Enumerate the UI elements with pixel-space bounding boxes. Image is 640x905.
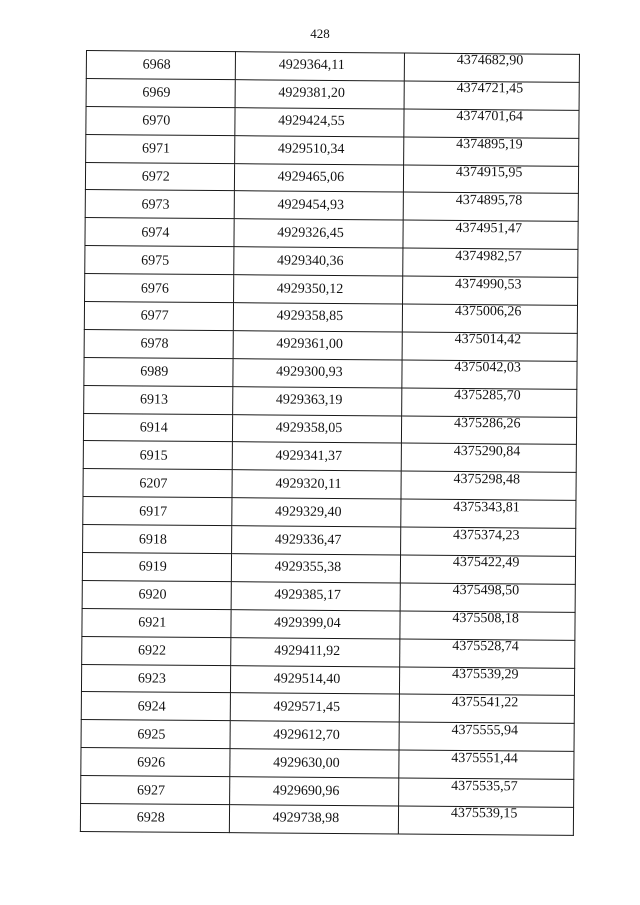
- point-id-cell: [84, 329, 233, 358]
- x-coordinate: 4929612,70: [273, 727, 340, 743]
- x-coordinate: 4929399,04: [274, 615, 341, 632]
- x-coordinate-cell: [229, 749, 399, 778]
- table-row: [86, 51, 579, 83]
- y-coordinate: 4375539,15: [450, 806, 518, 822]
- y-coordinate: 4375551,44: [451, 750, 518, 767]
- x-coordinate: 4929355,38: [274, 559, 342, 576]
- table-row: [86, 78, 579, 110]
- point-id: 6972: [141, 169, 170, 185]
- point-id-cell: [84, 357, 233, 386]
- point-id-cell: [82, 608, 231, 637]
- x-coordinate: 4929326,45: [277, 225, 344, 241]
- x-coordinate: 4929364,11: [278, 57, 345, 74]
- point-id-cell: [83, 525, 232, 554]
- point-id-cell: [85, 274, 234, 303]
- x-coordinate: 4929738,98: [272, 810, 340, 827]
- x-coordinate-cell: [234, 219, 404, 248]
- x-coordinate: 4929358,05: [275, 420, 343, 437]
- y-coordinate: 4374701,64: [456, 109, 523, 125]
- y-coordinate: 4375422,49: [452, 555, 520, 571]
- y-coordinate-cell: [400, 583, 575, 612]
- y-coordinate-cell: [399, 750, 574, 779]
- point-id-cell: [82, 553, 231, 582]
- y-coordinate-cell: [403, 248, 578, 277]
- point-id-cell: [85, 218, 234, 247]
- y-coordinate-cell: [404, 81, 579, 110]
- y-coordinate-cell: [403, 192, 578, 221]
- x-coordinate: 4929690,96: [272, 783, 340, 799]
- point-id-cell: [81, 664, 230, 693]
- y-coordinate-cell: [400, 694, 575, 723]
- table-row: [85, 246, 578, 278]
- point-id: 6989: [140, 364, 169, 380]
- y-coordinate-cell: [402, 332, 577, 361]
- point-id-cell: [84, 385, 233, 414]
- table-row: [85, 218, 578, 250]
- x-coordinate: 4929510,34: [277, 141, 345, 158]
- point-id: 6917: [139, 504, 168, 520]
- table-row: [80, 804, 573, 836]
- y-coordinate: 4374951,47: [455, 220, 523, 237]
- table-row: [83, 497, 576, 529]
- y-coordinate-cell: [400, 667, 575, 696]
- x-coordinate: 4929341,37: [275, 448, 343, 464]
- point-id: 6207: [139, 476, 168, 492]
- table-row: [86, 106, 579, 138]
- table-row: [83, 413, 576, 445]
- x-coordinate-cell: [235, 80, 405, 109]
- point-id-cell: [81, 748, 230, 777]
- y-coordinate: 4375006,26: [454, 304, 522, 320]
- x-coordinate-cell: [232, 414, 402, 443]
- y-coordinate: 4375014,42: [454, 332, 522, 348]
- point-id-cell: [84, 302, 233, 331]
- x-coordinate-cell: [231, 526, 401, 555]
- point-id-cell: [86, 106, 235, 135]
- point-id: 6924: [137, 699, 166, 715]
- x-coordinate: 4929465,06: [277, 169, 345, 186]
- point-id: 6976: [140, 281, 169, 297]
- point-id-cell: [85, 162, 234, 191]
- point-id: 6926: [137, 755, 166, 771]
- point-id-cell: [83, 497, 232, 526]
- y-coordinate-cell: [401, 443, 576, 472]
- page-number: 428: [310, 26, 330, 41]
- x-coordinate-cell: [232, 470, 402, 499]
- table-row: [84, 302, 577, 334]
- point-id-cell: [85, 190, 234, 219]
- y-coordinate: 4375285,70: [454, 388, 521, 404]
- point-id-cell: [82, 636, 231, 665]
- table-row: [82, 580, 575, 612]
- y-coordinate-cell: [401, 527, 576, 556]
- y-coordinate-cell: [400, 611, 575, 640]
- y-coordinate-cell: [402, 416, 577, 445]
- point-id: 6918: [138, 532, 168, 548]
- x-coordinate: 4929411,92: [274, 643, 341, 660]
- point-id-cell: [86, 134, 235, 163]
- y-coordinate: 4375042,03: [454, 360, 521, 376]
- table-row: [83, 441, 576, 473]
- x-coordinate-cell: [230, 665, 400, 694]
- point-id-cell: [86, 51, 235, 80]
- x-coordinate-cell: [231, 498, 401, 527]
- table-row: [85, 190, 578, 222]
- y-coordinate-cell: [399, 778, 574, 807]
- point-id: 6974: [141, 225, 170, 241]
- x-coordinate: 4929385,17: [274, 587, 341, 604]
- x-coordinate: 4929329,40: [275, 504, 342, 520]
- point-id-cell: [86, 78, 235, 107]
- x-coordinate-cell: [234, 191, 404, 220]
- coordinates-table-body: [80, 51, 579, 836]
- y-coordinate-cell: [402, 388, 577, 417]
- x-coordinate: 4929358,85: [276, 308, 344, 325]
- y-coordinate: 4374721,45: [456, 81, 524, 97]
- x-coordinate-cell: [234, 135, 404, 164]
- x-coordinate-cell: [231, 554, 401, 583]
- y-coordinate: 4375374,23: [453, 527, 520, 543]
- table-row: [81, 748, 574, 780]
- y-coordinate-cell: [405, 53, 580, 82]
- x-coordinate: 4929340,36: [276, 253, 344, 269]
- y-coordinate-cell: [403, 276, 578, 305]
- x-coordinate-cell: [234, 163, 404, 192]
- y-coordinate-cell: [400, 639, 575, 668]
- point-id-cell: [85, 246, 234, 275]
- x-coordinate: 4929320,11: [275, 476, 342, 492]
- y-coordinate-cell: [403, 220, 578, 249]
- y-coordinate: 4375535,57: [451, 778, 518, 795]
- point-id: 6978: [140, 336, 169, 353]
- table-row: [85, 274, 578, 306]
- y-coordinate-cell: [399, 722, 574, 751]
- point-id: 6919: [138, 559, 167, 576]
- table-row: [85, 162, 578, 194]
- x-coordinate: 4929630,00: [273, 755, 340, 771]
- y-coordinate-cell: [404, 137, 579, 166]
- y-coordinate: 4375555,94: [451, 722, 519, 739]
- coordinates-table: [80, 50, 580, 836]
- x-coordinate: 4929361,00: [276, 336, 343, 353]
- y-coordinate-cell: [401, 499, 576, 528]
- x-coordinate: 4929381,20: [278, 85, 345, 102]
- y-coordinate: 4375498,50: [452, 583, 520, 599]
- table-row: [84, 357, 577, 389]
- table-row: [83, 525, 576, 557]
- table-row: [81, 776, 574, 808]
- y-coordinate-cell: [402, 360, 577, 389]
- x-coordinate-cell: [229, 805, 399, 834]
- table-row: [81, 692, 574, 724]
- x-coordinate-cell: [230, 693, 400, 722]
- y-coordinate: 4375286,26: [453, 415, 521, 432]
- point-id: 6914: [139, 420, 168, 436]
- x-coordinate-cell: [229, 777, 399, 806]
- x-coordinate: 4929571,45: [273, 699, 341, 715]
- point-id: 6913: [139, 392, 169, 408]
- y-coordinate-cell: [399, 806, 574, 835]
- point-id-cell: [81, 692, 230, 721]
- point-id-cell: [83, 441, 232, 470]
- point-id-cell: [82, 580, 231, 609]
- point-id-cell: [80, 804, 229, 833]
- y-coordinate-cell: [404, 165, 579, 194]
- x-coordinate-cell: [232, 358, 402, 387]
- point-id: 6920: [138, 587, 167, 604]
- x-coordinate-cell: [230, 609, 400, 638]
- point-id: 6922: [138, 643, 167, 659]
- y-coordinate: 4374895,19: [456, 137, 523, 153]
- x-coordinate-cell: [230, 637, 400, 666]
- x-coordinate-cell: [233, 303, 403, 332]
- y-coordinate-cell: [403, 304, 578, 333]
- y-coordinate: 4375539,29: [451, 666, 519, 683]
- x-coordinate-cell: [235, 52, 405, 81]
- x-coordinate: 4929363,19: [275, 392, 343, 409]
- point-id: 6925: [137, 727, 166, 743]
- y-coordinate: 4375528,74: [452, 639, 519, 655]
- x-coordinate-cell: [230, 721, 400, 750]
- x-coordinate: 4929350,12: [276, 281, 344, 297]
- x-coordinate: 4929454,93: [277, 197, 345, 213]
- x-coordinate: 4929300,93: [276, 364, 343, 381]
- x-coordinate-cell: [232, 442, 402, 471]
- y-coordinate: 4374895,78: [455, 192, 523, 209]
- x-coordinate-cell: [233, 275, 403, 304]
- table-row: [81, 720, 574, 752]
- y-coordinate: 4374682,90: [456, 53, 524, 69]
- point-id-cell: [81, 776, 230, 805]
- table-row: [84, 385, 577, 417]
- point-id: 6971: [141, 141, 171, 157]
- table-row: [84, 329, 577, 361]
- y-coordinate-cell: [404, 109, 579, 138]
- x-coordinate-cell: [234, 107, 404, 136]
- point-id-cell: [83, 469, 232, 498]
- y-coordinate: 4374990,53: [455, 276, 522, 292]
- y-coordinate: 4374982,57: [455, 248, 522, 265]
- x-coordinate-cell: [233, 331, 403, 360]
- y-coordinate-cell: [401, 555, 576, 584]
- y-coordinate: 4374915,95: [455, 164, 523, 181]
- point-id-cell: [83, 413, 232, 442]
- table-row: [82, 608, 575, 640]
- table-row: [83, 469, 576, 501]
- point-id: 6927: [136, 783, 166, 799]
- point-id: 6921: [138, 615, 167, 631]
- table-row: [82, 553, 575, 585]
- point-id: 6969: [142, 85, 171, 101]
- point-id: 6970: [142, 113, 171, 129]
- x-coordinate-cell: [233, 247, 403, 276]
- point-id: 6928: [136, 810, 165, 827]
- y-coordinate: 4375541,22: [451, 694, 519, 711]
- y-coordinate: 4375508,18: [452, 611, 519, 627]
- y-coordinate-cell: [401, 471, 576, 500]
- point-id: 6923: [137, 671, 166, 687]
- x-coordinate: 4929514,40: [273, 671, 341, 688]
- point-id: 6915: [139, 448, 168, 464]
- y-coordinate: 4375343,81: [453, 499, 520, 516]
- y-coordinate: 4375290,84: [453, 443, 521, 460]
- point-id: 6977: [140, 308, 169, 325]
- point-id-cell: [81, 720, 230, 749]
- x-coordinate: 4929336,47: [274, 532, 342, 548]
- x-coordinate-cell: [232, 386, 402, 415]
- point-id: 6975: [141, 253, 170, 269]
- x-coordinate: 4929424,55: [278, 113, 345, 130]
- x-coordinate-cell: [231, 582, 401, 611]
- point-id: 6968: [142, 57, 171, 74]
- table-row: [86, 134, 579, 166]
- y-coordinate: 4375298,48: [453, 471, 521, 488]
- point-id: 6973: [141, 197, 170, 213]
- table-row: [81, 664, 574, 696]
- table-row: [82, 636, 575, 668]
